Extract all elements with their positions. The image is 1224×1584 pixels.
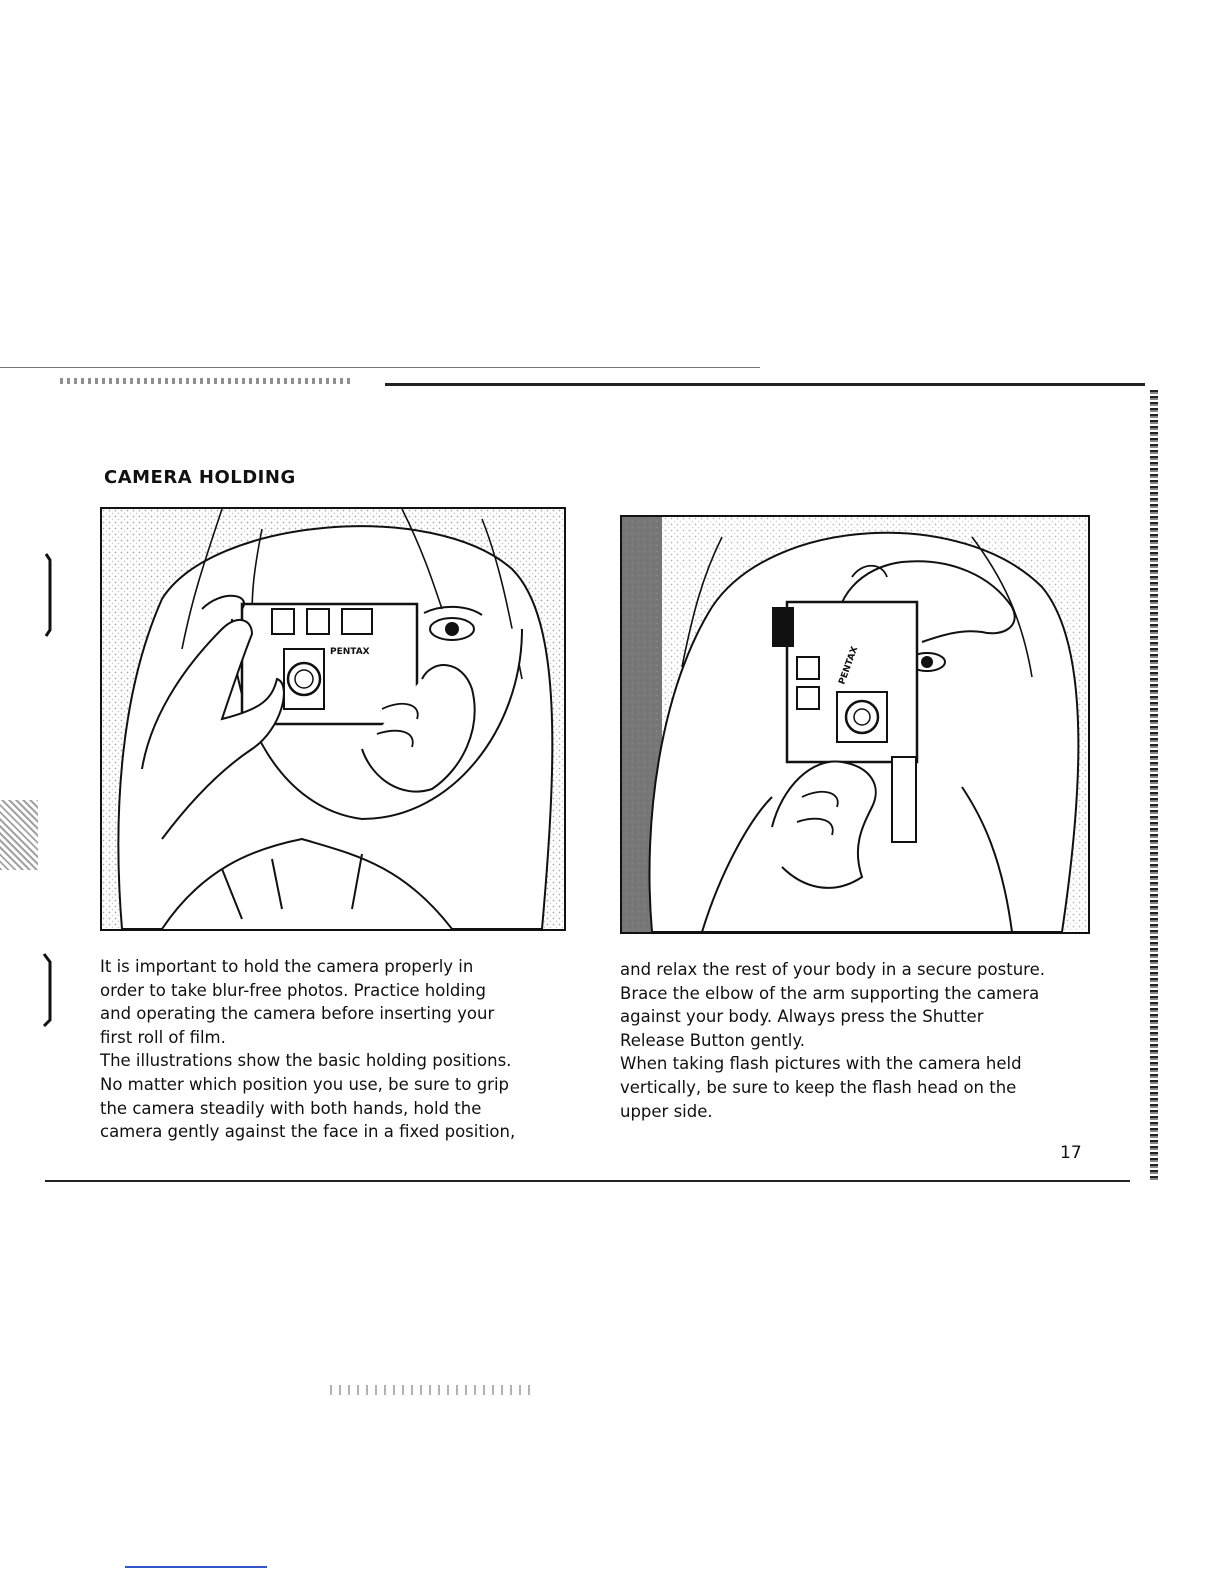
body-line: When taking flash pictures with the camera held: [620, 1054, 1022, 1074]
vertical-holding-illustration: [622, 517, 1088, 932]
binder-mark-top: [40, 550, 60, 640]
page-number: 17: [1060, 1143, 1082, 1163]
camera-brand-label-vertical: PENTAX: [837, 645, 861, 687]
body-line: Brace the elbow of the arm supporting the camera: [620, 983, 1040, 1003]
body-line: The illustrations show the basic holding positions.: [100, 1051, 512, 1071]
body-line: order to take blur-free photos. Practice holding: [100, 980, 486, 1000]
binder-mark-bottom: [38, 950, 58, 1030]
right-edge-scan-artifact: [1150, 390, 1158, 1180]
body-line: Release Button gently.: [620, 1030, 806, 1050]
body-line: vertically, be sure to keep the flash head on the: [620, 1077, 1017, 1097]
body-line: against your body. Always press the Shutter: [620, 1007, 984, 1027]
bottom-scan-speckle: [330, 1385, 530, 1395]
body-text-right-column: [620, 958, 1045, 1123]
top-rule-thick: [385, 383, 1145, 386]
section-heading: CAMERA HOLDING: [104, 467, 296, 488]
body-line: No matter which position you use, be sure to grip: [100, 1074, 510, 1094]
body-line: upper side.: [620, 1101, 713, 1121]
camera-brand-label: PENTAX: [330, 647, 370, 657]
body-line: camera gently against the face in a fixed position,: [100, 1122, 516, 1142]
body-line: It is important to hold the camera properly in: [100, 957, 474, 976]
horizontal-holding-illustration: [102, 509, 564, 929]
left-edge-scan-noise: [0, 800, 38, 870]
body-text-left-column: [100, 955, 515, 1144]
top-rule-thin: [0, 367, 760, 368]
body-line: first roll of film.: [100, 1027, 226, 1047]
bottom-accent-underline: [125, 1566, 267, 1568]
top-rule-noise: [60, 378, 350, 384]
body-line: and relax the rest of your body in a secure posture.: [620, 960, 1045, 979]
body-line: the camera steadily with both hands, hold the: [100, 1098, 482, 1118]
bottom-rule: [45, 1180, 1130, 1182]
figure-horizontal-holding: [100, 507, 566, 931]
body-line: and operating the camera before inserting your: [100, 1004, 495, 1024]
figure-vertical-holding: [620, 515, 1090, 934]
